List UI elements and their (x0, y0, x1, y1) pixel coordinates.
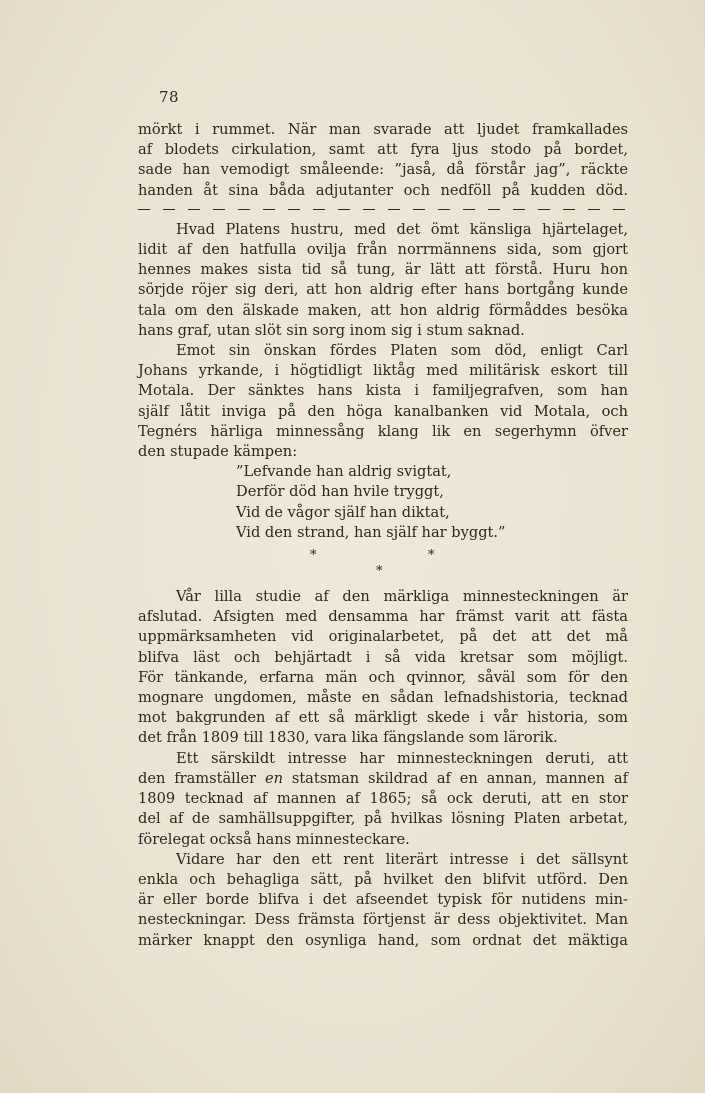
text-line: märker knappt den osynliga hand, som ordnat det mäktiga (138, 931, 628, 949)
text-line: förelegat också hans minnesteckare. (138, 830, 410, 848)
text-line: enkla och behagliga sätt, på hvilket den blifvit utförd. Den (138, 870, 628, 888)
text-fragment: statsman skildrad af en annan, mannen af (291, 769, 629, 787)
italic-word: en (264, 769, 283, 787)
text-line: Hvad Platens hustru, med det ömt känsliga hjärtelaget, (176, 220, 628, 238)
poem-line: Vid den strand, han själf har byggt.” (236, 523, 506, 541)
text-line (138, 769, 628, 789)
text-line: af blodets cirkulation, samt att fyra ljus stodo på bordet, (138, 141, 628, 159)
text-line: del af de samhällsuppgifter, på hvilkas lösning Platen arbetat, (138, 810, 628, 828)
asterism-separator (138, 547, 628, 585)
poem-line: Vid de vågor själf han diktat, (236, 503, 450, 521)
poem-line: ”Lefvande han aldrig svigtat, (236, 463, 452, 481)
text-line: sörjde röjer sig deri, att hon aldrig efter hans bortgång kunde (138, 281, 628, 299)
poem-quote (138, 462, 628, 543)
text-line: mognare ungdomen, måste en sådan lefnadshistoria, tecknad (138, 689, 628, 707)
asterisk: * (310, 548, 317, 564)
text-line: Emot sin önskan fördes Platen som död, enligt Carl (176, 342, 628, 360)
text-line: hennes makes sista tid så tung, är lätt att förstå. Huru hon (138, 261, 628, 279)
text-line: mörkt i rummet. När man svarade att ljudet framkallades (138, 121, 628, 138)
text-line: Vår lilla studie af den märkliga minnesteckningen är (176, 588, 628, 606)
text-line: mot bakgrunden af ett så märkligt skede i vår historia, som (138, 709, 628, 727)
text-line: Ett särskildt intresse har minnesteckningen deruti, att (176, 749, 628, 767)
text-line: tala om den älskade maken, att hon aldrig förmåddes besöka (138, 301, 628, 319)
text-line: Motala. Der sänktes hans kista i familjegrafven, som han (138, 382, 628, 400)
page-number: 78 (159, 88, 180, 106)
text-line: handen åt sina båda adjutanter och nedföll på kudden död. (138, 181, 628, 199)
text-line: Johans yrkande, i högtidligt liktåg med militärisk eskort till (138, 362, 628, 380)
text-line: nesteckningar. Dess främsta förtjenst är dess objektivitet. Man (138, 911, 628, 929)
dash-separator (138, 203, 628, 217)
text-line: är eller borde blifva i det afseendet typisk för nutidens min- (138, 891, 628, 909)
text-line: det från 1809 till 1830, vara lika fängslande som lärorik. (138, 729, 558, 747)
text-line: sade han vemodigt småleende: ”jaså, då förstår jag”, räckte (138, 161, 628, 179)
poem-line: Derför död han hvile tryggt, (236, 483, 444, 501)
text-line: Tegnérs härliga minnessång klang lik en segerhymn öfver (138, 422, 628, 440)
body-text (138, 120, 628, 951)
text-line: uppmärksamheten vid originalarbetet, på det att det må (138, 628, 628, 646)
text-line: hans graf, utan slöt sin sorg inom sig i stum saknad. (138, 321, 525, 339)
asterisk: * (428, 548, 435, 564)
asterisk: * (376, 564, 383, 580)
text-line: Vidare har den ett rent literärt intresse i det sällsynt (176, 850, 628, 868)
text-fragment: den framställer (138, 769, 257, 787)
text-line: 1809 tecknad af mannen af 1865; så ock deruti, att en stor (138, 790, 628, 808)
text-line: själf låtit inviga på den höga kanalbanken vid Motala, och (138, 402, 628, 420)
text-line: den stupade kämpen: (138, 443, 298, 461)
text-line: För tänkande, erfarna män och qvinnor, såväl som för den (138, 668, 628, 686)
text-line: blifva läst och behjärtadt i så vida kretsar som möjligt. (138, 648, 628, 666)
text-line: afslutad. Afsigten med densamma har främst varit att fästa (138, 608, 628, 626)
text-line: lidit af den hatfulla ovilja från norrmännens sida, som gjort (138, 241, 628, 259)
